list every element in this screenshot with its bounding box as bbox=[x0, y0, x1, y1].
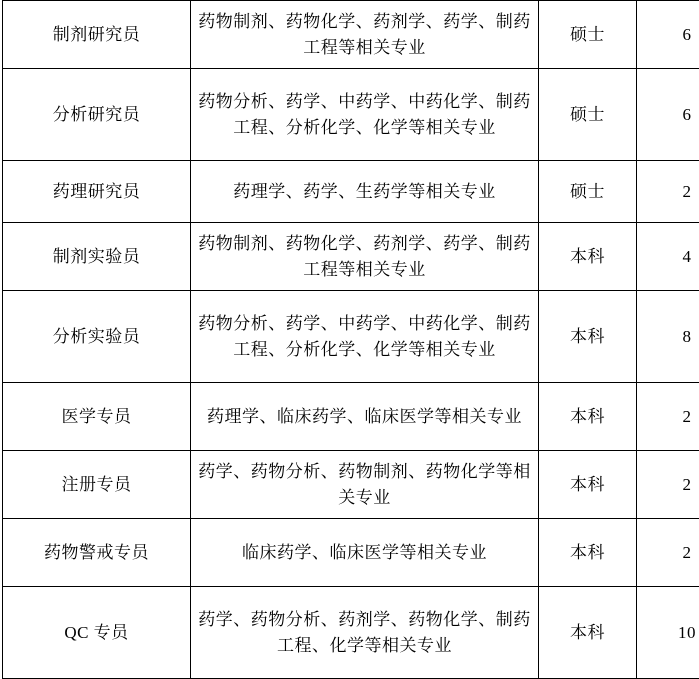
position-cell: 分析研究员 bbox=[3, 69, 191, 161]
position-cell: 注册专员 bbox=[3, 451, 191, 519]
major-cell: 临床药学、临床医学等相关专业 bbox=[191, 519, 539, 587]
position-cell: 药物警戒专员 bbox=[3, 519, 191, 587]
position-cell: 医学专员 bbox=[3, 383, 191, 451]
position-cell: QC 专员 bbox=[3, 587, 191, 679]
major-cell: 药物制剂、药物化学、药剂学、药学、制药工程等相关专业 bbox=[191, 223, 539, 291]
count-cell: 6 bbox=[637, 69, 699, 161]
major-cell: 药物分析、药学、中药学、中药化学、制药工程、分析化学、化学等相关专业 bbox=[191, 69, 539, 161]
degree-cell: 硕士 bbox=[539, 161, 637, 223]
count-cell: 2 bbox=[637, 519, 699, 587]
position-cell: 制剂研究员 bbox=[3, 1, 191, 69]
major-cell: 药学、药物分析、药剂学、药物化学、制药工程、化学等相关专业 bbox=[191, 587, 539, 679]
major-cell: 药物制剂、药物化学、药剂学、药学、制药工程等相关专业 bbox=[191, 1, 539, 69]
table-row bbox=[3, 223, 699, 291]
degree-cell: 本科 bbox=[539, 291, 637, 383]
major-cell: 药学、药物分析、药物制剂、药物化学等相关专业 bbox=[191, 451, 539, 519]
job-requirements-table bbox=[2, 0, 699, 679]
degree-cell: 本科 bbox=[539, 587, 637, 679]
table-row bbox=[3, 1, 699, 69]
count-cell: 10 bbox=[637, 587, 699, 679]
major-cell: 药理学、药学、生药学等相关专业 bbox=[191, 161, 539, 223]
table-row bbox=[3, 383, 699, 451]
count-cell: 4 bbox=[637, 223, 699, 291]
table-body bbox=[3, 1, 699, 679]
table-row bbox=[3, 519, 699, 587]
degree-cell: 本科 bbox=[539, 383, 637, 451]
table-row bbox=[3, 587, 699, 679]
count-cell: 2 bbox=[637, 451, 699, 519]
count-cell: 2 bbox=[637, 161, 699, 223]
degree-cell: 本科 bbox=[539, 223, 637, 291]
table-row bbox=[3, 291, 699, 383]
count-cell: 6 bbox=[637, 1, 699, 69]
major-cell: 药理学、临床药学、临床医学等相关专业 bbox=[191, 383, 539, 451]
major-cell: 药物分析、药学、中药学、中药化学、制药工程、分析化学、化学等相关专业 bbox=[191, 291, 539, 383]
degree-cell: 本科 bbox=[539, 519, 637, 587]
position-cell: 分析实验员 bbox=[3, 291, 191, 383]
degree-cell: 硕士 bbox=[539, 69, 637, 161]
count-cell: 2 bbox=[637, 383, 699, 451]
degree-cell: 本科 bbox=[539, 451, 637, 519]
degree-cell: 硕士 bbox=[539, 1, 637, 69]
table-row bbox=[3, 69, 699, 161]
count-cell: 8 bbox=[637, 291, 699, 383]
table-row bbox=[3, 451, 699, 519]
position-cell: 药理研究员 bbox=[3, 161, 191, 223]
position-cell: 制剂实验员 bbox=[3, 223, 191, 291]
table-row bbox=[3, 161, 699, 223]
